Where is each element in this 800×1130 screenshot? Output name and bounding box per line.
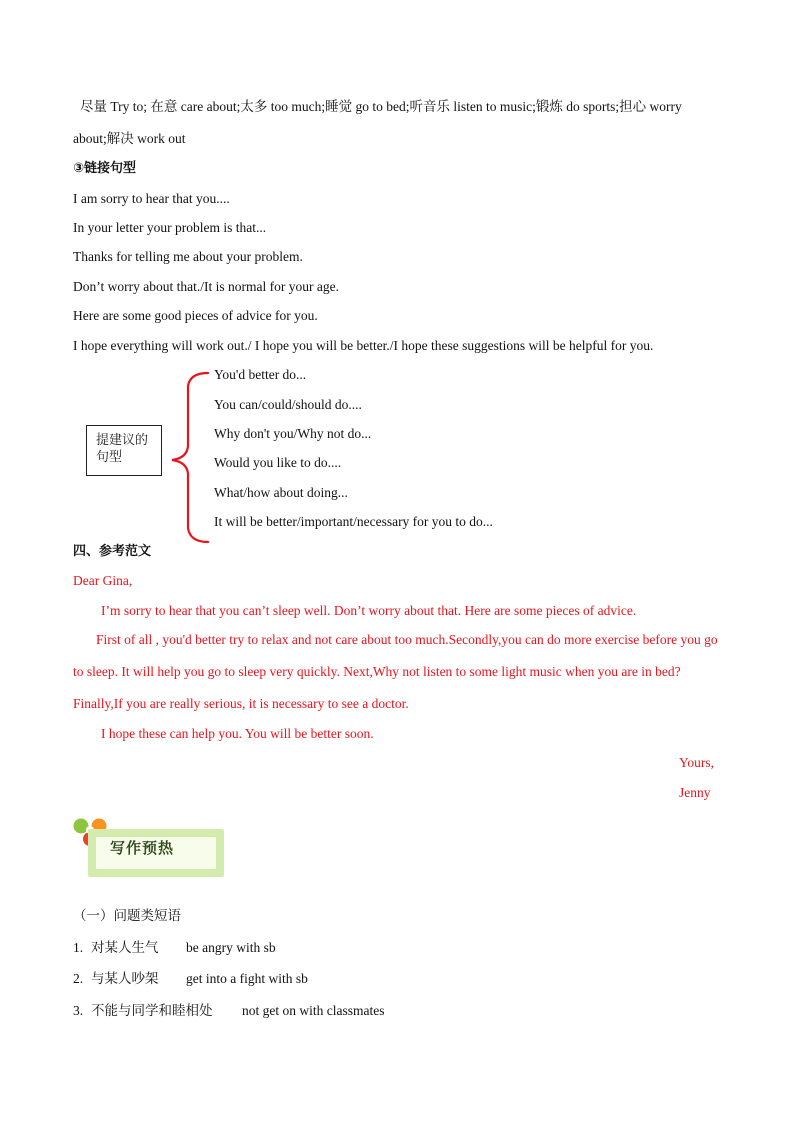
sentence-item: Thanks for telling me about your problem.: [73, 249, 303, 264]
essay-heading: 四、参考范文: [73, 544, 152, 559]
suggestion-box: [86, 425, 162, 476]
phrases-heading: （一）问题类短语: [73, 908, 181, 923]
suggestion-item: You can/could/should do....: [214, 397, 362, 412]
essay-paragraph-2-line-3: Finally,If you are really serious, it is necessary to see a doctor.: [73, 696, 409, 711]
red-brace: [168, 370, 212, 546]
sentence-item: Here are some good pieces of advice for you.: [73, 308, 318, 323]
essay-paragraph-2-line-2: to sleep. It will help you go to sleep very quickly. Next,Why not listen to some light music when you are in bed?: [73, 664, 681, 679]
phrase-english: not get on with classmates: [242, 1003, 385, 1018]
essay-paragraph-1: I’m sorry to hear that you can’t sleep well. Don’t worry about that. Here are some pieces of advice.: [101, 603, 637, 618]
phrase-chinese: 不能与同学和睦相处: [91, 1003, 213, 1018]
suggestion-box-line-2: 句型: [96, 450, 123, 465]
suggestion-item: Why don't you/Why not do...: [214, 426, 372, 441]
suggestion-item: Would you like to do....: [214, 455, 342, 470]
suggestion-box-line-1: 提建议的: [96, 433, 149, 448]
phrase-english: be angry with sb: [186, 940, 276, 955]
phrase-number: 2.: [73, 971, 84, 986]
phrase-chinese: 与某人吵架: [91, 971, 159, 986]
essay-paragraph-2-line-1: First of all , you'd better try to relax and not care about too much.Secondly,you can do more exercise before you go: [96, 632, 718, 647]
section-badge: [70, 817, 230, 881]
suggestion-item: What/how about doing...: [214, 485, 348, 500]
sentence-item: I hope everything will work out./ I hope you will be better./I hope these suggestions will be helpful for you.: [73, 338, 654, 353]
suggestion-item: You'd better do...: [214, 367, 307, 382]
essay-signature: Jenny: [679, 785, 711, 800]
vocab-line-2: about;解决 work out: [73, 131, 186, 146]
sentence-item: In your letter your problem is that...: [73, 220, 267, 235]
suggestion-item: It will be better/important/necessary for you to do...: [214, 514, 493, 529]
essay-paragraph-3: I hope these can help you. You will be better soon.: [101, 726, 374, 741]
phrase-number: 1.: [73, 940, 84, 955]
essay-closing: Yours,: [679, 755, 715, 770]
phrase-english: get into a fight with sb: [186, 971, 308, 986]
vocab-line-1: 尽量 Try to; 在意 care about;太多 too much;睡觉 go to bed;听音乐 listen to music;锻炼 do sports;担心 worry: [80, 99, 682, 114]
phrase-number: 3.: [73, 1003, 84, 1018]
sentence-item: I am sorry to hear that you....: [73, 191, 230, 206]
essay-greeting: Dear Gina,: [73, 573, 133, 588]
badge-label: 写作预热: [110, 839, 175, 857]
phrase-chinese: 对某人生气: [91, 940, 159, 955]
sentence-item: Don’t worry about that./It is normal for your age.: [73, 279, 339, 294]
sentences-heading: ③链接句型: [73, 161, 137, 176]
